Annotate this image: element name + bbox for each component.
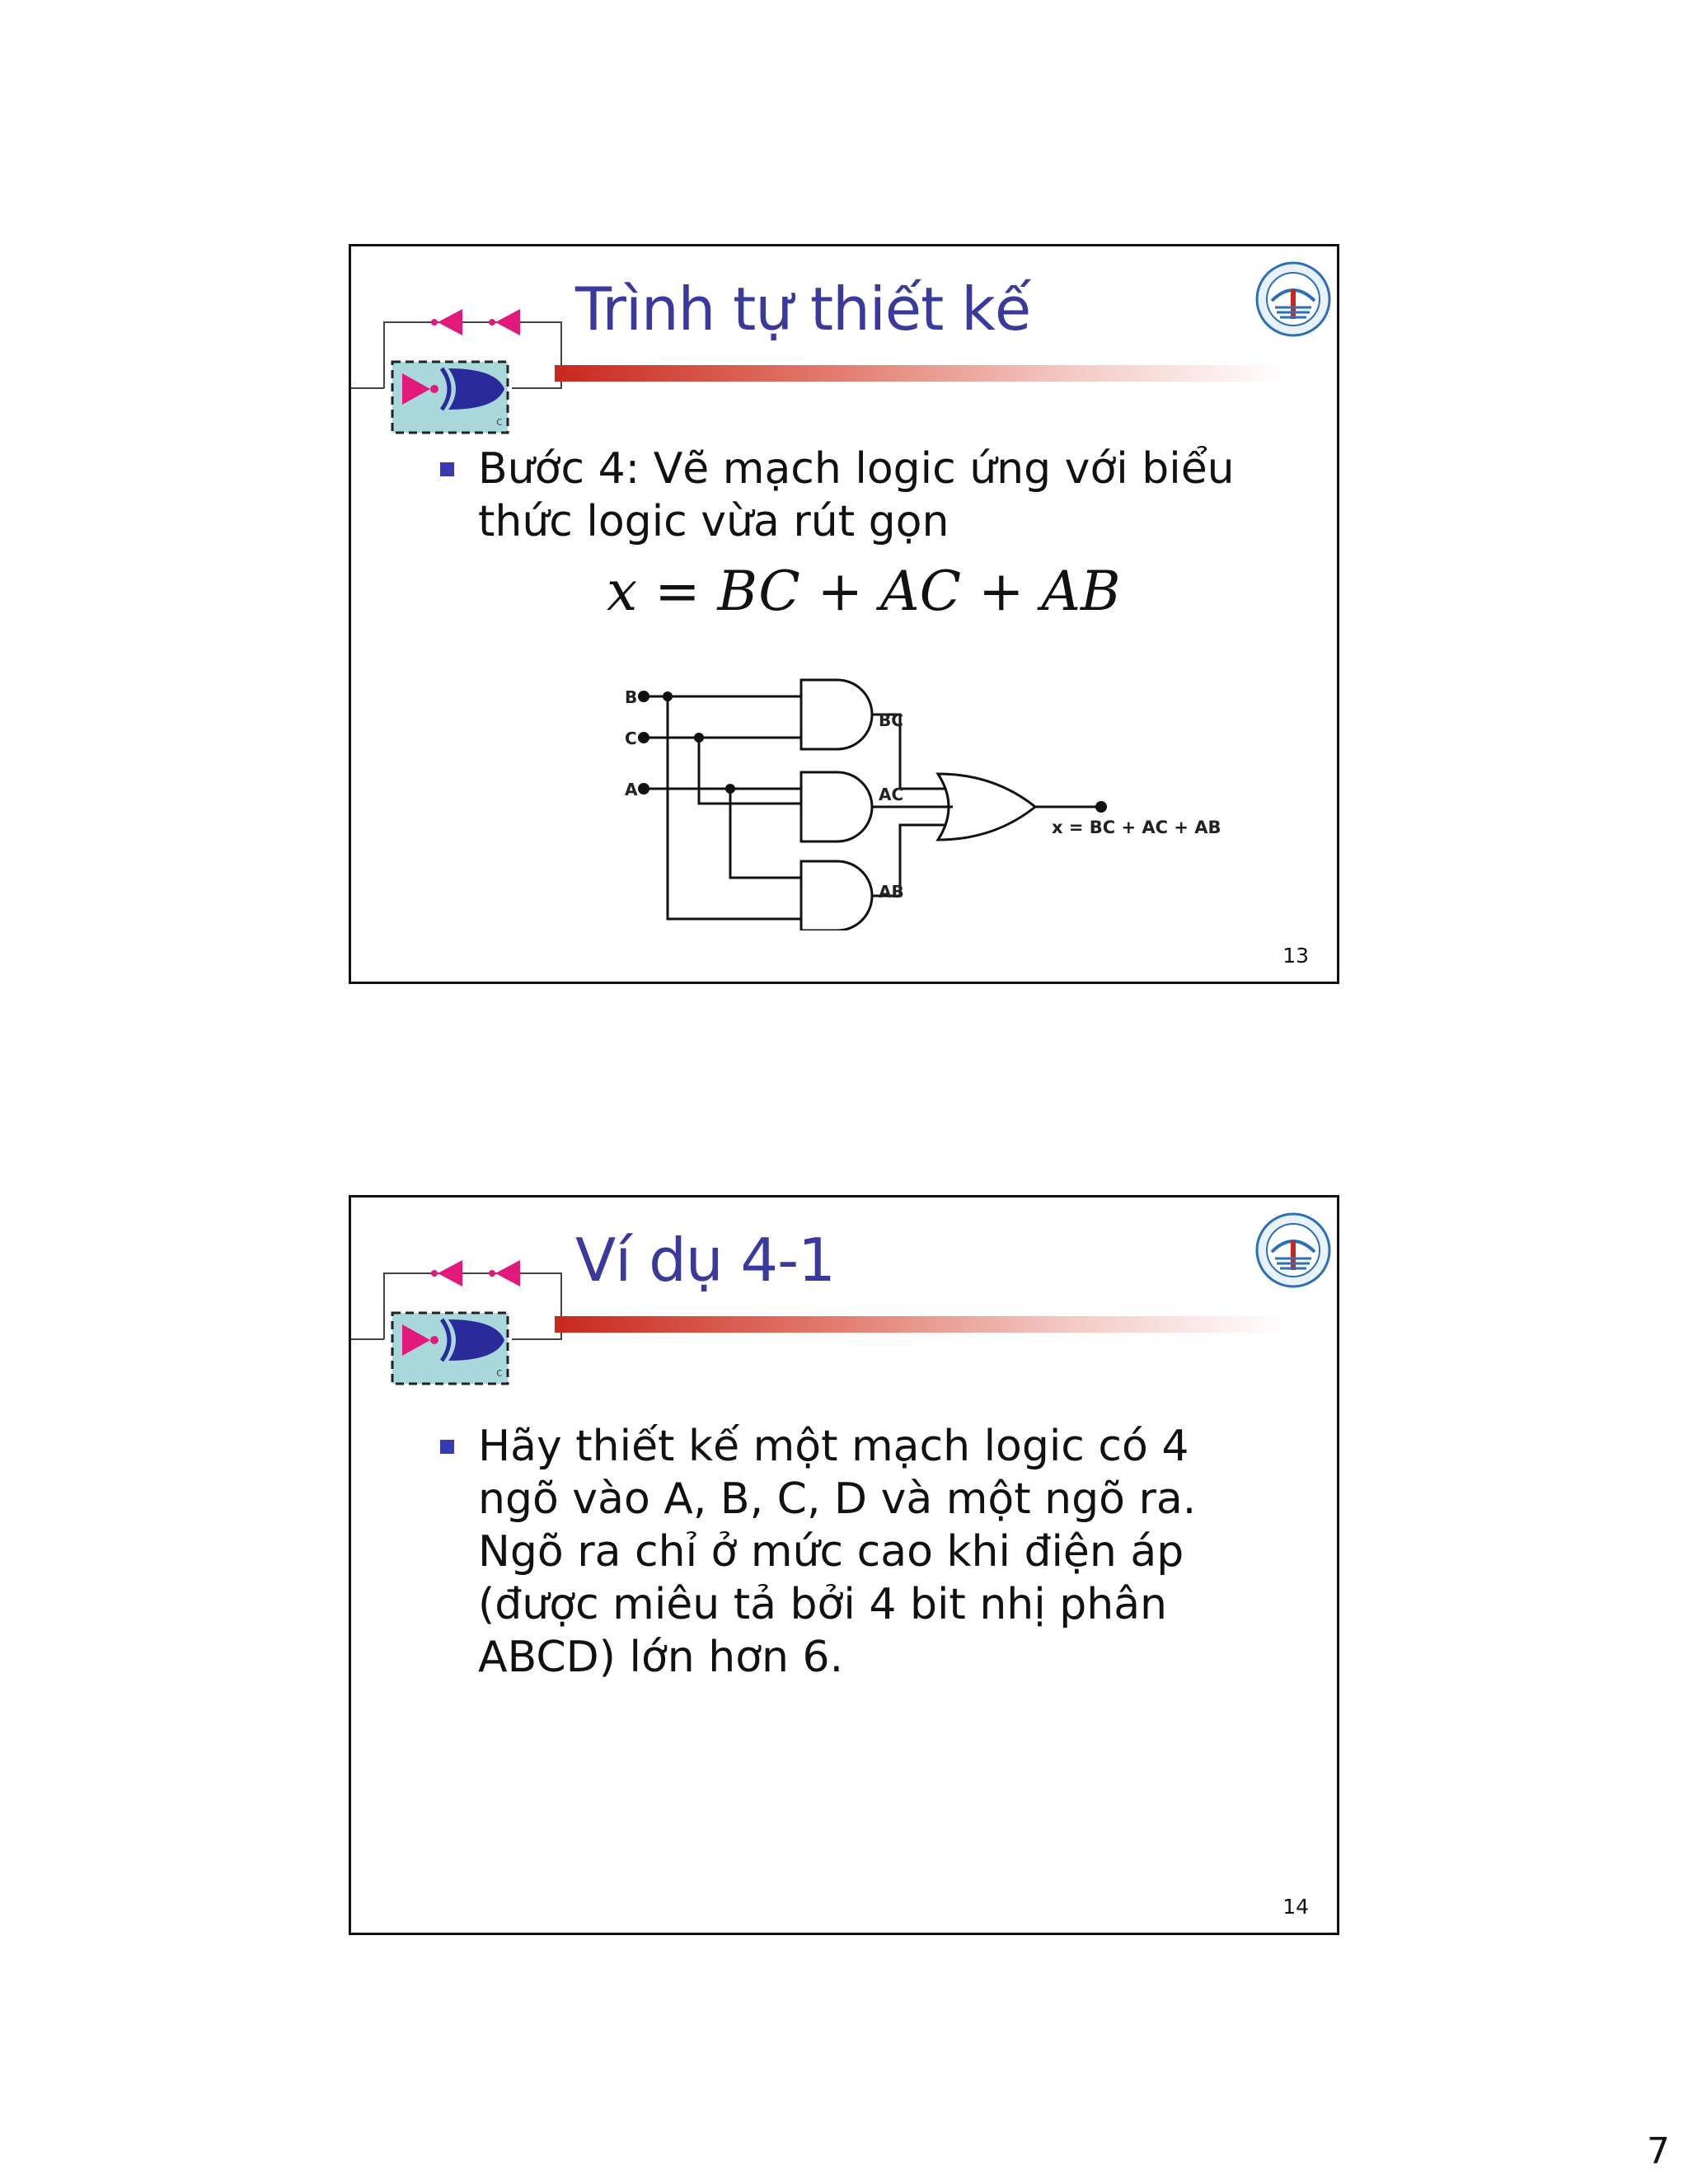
input-label-b: B	[625, 687, 638, 707]
slide-13	[349, 244, 1339, 984]
bullet-item	[440, 1420, 1273, 1684]
input-label-a: A	[625, 780, 638, 799]
bullet-marker	[440, 1440, 454, 1454]
slide-title: Trình tự thiết kế	[575, 274, 1031, 344]
logic-circuit-diagram	[607, 658, 1233, 930]
slide-page-number: 14	[1282, 1895, 1309, 1919]
bullet-marker	[440, 462, 454, 476]
slide-14	[349, 1195, 1339, 1935]
bullet-text: Hãy thiết kế một mạch logic có 4 ngõ vào A, B, C, D và một ngõ ra. Ngõ ra chỉ ở mức cao khi điện áp (được miêu tả bởi 4 bit nhị phân ABCD) lớn hơn 6.	[478, 1422, 1197, 1682]
boolean-formula: x = BC + AC + AB	[607, 560, 1121, 623]
university-seal-icon	[1252, 258, 1334, 340]
gate-label-bc: BC	[879, 710, 903, 730]
bullet-item	[440, 443, 1273, 548]
university-seal-icon	[1252, 1209, 1334, 1291]
document-page-number: 7	[1647, 2130, 1670, 2172]
slide-page-number: 13	[1282, 944, 1309, 968]
svg-text:c: c	[496, 415, 503, 429]
logic-circuit-logo-icon	[351, 1222, 565, 1387]
slide-title: Ví dụ 4-1	[575, 1226, 835, 1295]
bullet-text: Bước 4: Vẽ mạch logic ứng với biểu thức logic vừa rút gọn	[478, 444, 1235, 546]
svg-text:c: c	[496, 1366, 503, 1380]
output-label: x = BC + AC + AB	[1052, 818, 1221, 837]
title-accent-bar	[555, 1316, 1288, 1333]
input-label-c: C	[625, 729, 637, 748]
gate-label-ac: AC	[879, 785, 904, 804]
logic-circuit-logo-icon	[351, 271, 565, 436]
gate-label-ab: AB	[879, 882, 904, 902]
title-accent-bar	[555, 365, 1288, 382]
